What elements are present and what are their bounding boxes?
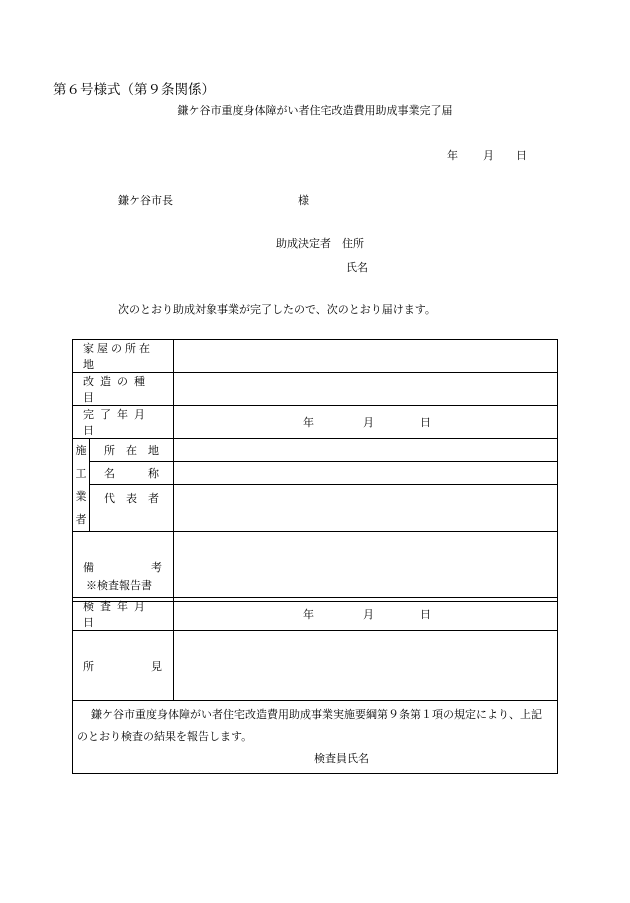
- completion-day: 日: [420, 416, 431, 429]
- renovation-type-label: [73, 373, 174, 406]
- applicant-name-label: 氏名: [346, 261, 368, 274]
- completion-year: 年: [303, 416, 314, 429]
- date-day-label: 日: [516, 149, 527, 162]
- remarks-char: 備: [83, 560, 94, 574]
- contractor-address-field[interactable]: [174, 439, 558, 462]
- completion-table: [72, 339, 558, 602]
- remarks-field[interactable]: [174, 532, 558, 602]
- form-number: 第６号様式（第９条関係）: [53, 82, 215, 98]
- inspection-year: 年: [303, 608, 314, 621]
- inspection-heading: ※検査報告書: [86, 579, 152, 592]
- remarks-char: 考: [151, 560, 162, 574]
- inspection-report: [73, 701, 558, 774]
- findings-field[interactable]: [174, 631, 558, 701]
- inspection-day: 日: [420, 608, 431, 621]
- findings-char: 所: [83, 659, 94, 673]
- contractor-name-label: 名 称: [90, 462, 174, 485]
- house-location-field[interactable]: [174, 340, 558, 373]
- contractor-rep-label: 代 表 者: [90, 485, 174, 532]
- house-location-text: 家屋の所在地: [83, 342, 153, 371]
- completion-date-text: 完了年月日: [83, 408, 151, 437]
- completion-date-field[interactable]: [174, 406, 558, 439]
- addressee-honorific: 様: [298, 194, 309, 207]
- document-title: 鎌ケ谷市重度身体障がい者住宅改造費用助成事業完了届: [177, 104, 453, 117]
- contractor-char: 工: [75, 467, 87, 480]
- contractor-address-label: 所 在 地: [90, 439, 174, 462]
- inspection-date-label: [73, 598, 174, 631]
- date-month-label: 月: [483, 149, 494, 162]
- addressee-mayor: 鎌ケ谷市長: [118, 194, 173, 207]
- contractor-char: 施: [75, 444, 87, 457]
- contractor-rep-field[interactable]: [174, 485, 558, 532]
- findings-char: 見: [151, 659, 162, 673]
- contractor-char: 業: [75, 490, 87, 503]
- renovation-type-text: 改造の種目: [83, 375, 151, 404]
- contractor-name-field[interactable]: [174, 462, 558, 485]
- report-line-1: 鎌ケ谷市重度身体障がい者住宅改造費用助成事業実施要綱第９条第１項の規定により、上記: [91, 708, 542, 721]
- inspection-month: 月: [363, 608, 374, 621]
- report-line-2: のとおり検査の結果を報告します。: [77, 730, 253, 743]
- inspection-table: [72, 597, 558, 774]
- house-location-label: [73, 340, 174, 373]
- completion-month: 月: [363, 416, 374, 429]
- contractor-char: 者: [75, 513, 87, 526]
- inspection-date-text: 検査年月日: [83, 600, 151, 629]
- renovation-type-field[interactable]: [174, 373, 558, 406]
- inspector-name-label: 検査員氏名: [314, 752, 369, 765]
- applicant-role-label: 助成決定者 住所: [276, 237, 364, 250]
- inspection-date-field[interactable]: [174, 598, 558, 631]
- completion-date-label: [73, 406, 174, 439]
- contractor-label: [73, 439, 90, 532]
- findings-label: [73, 631, 174, 701]
- date-year-label: 年: [447, 149, 458, 162]
- intro-text: 次のとおり助成対象事業が完了したので、次のとおり届けます。: [118, 303, 436, 316]
